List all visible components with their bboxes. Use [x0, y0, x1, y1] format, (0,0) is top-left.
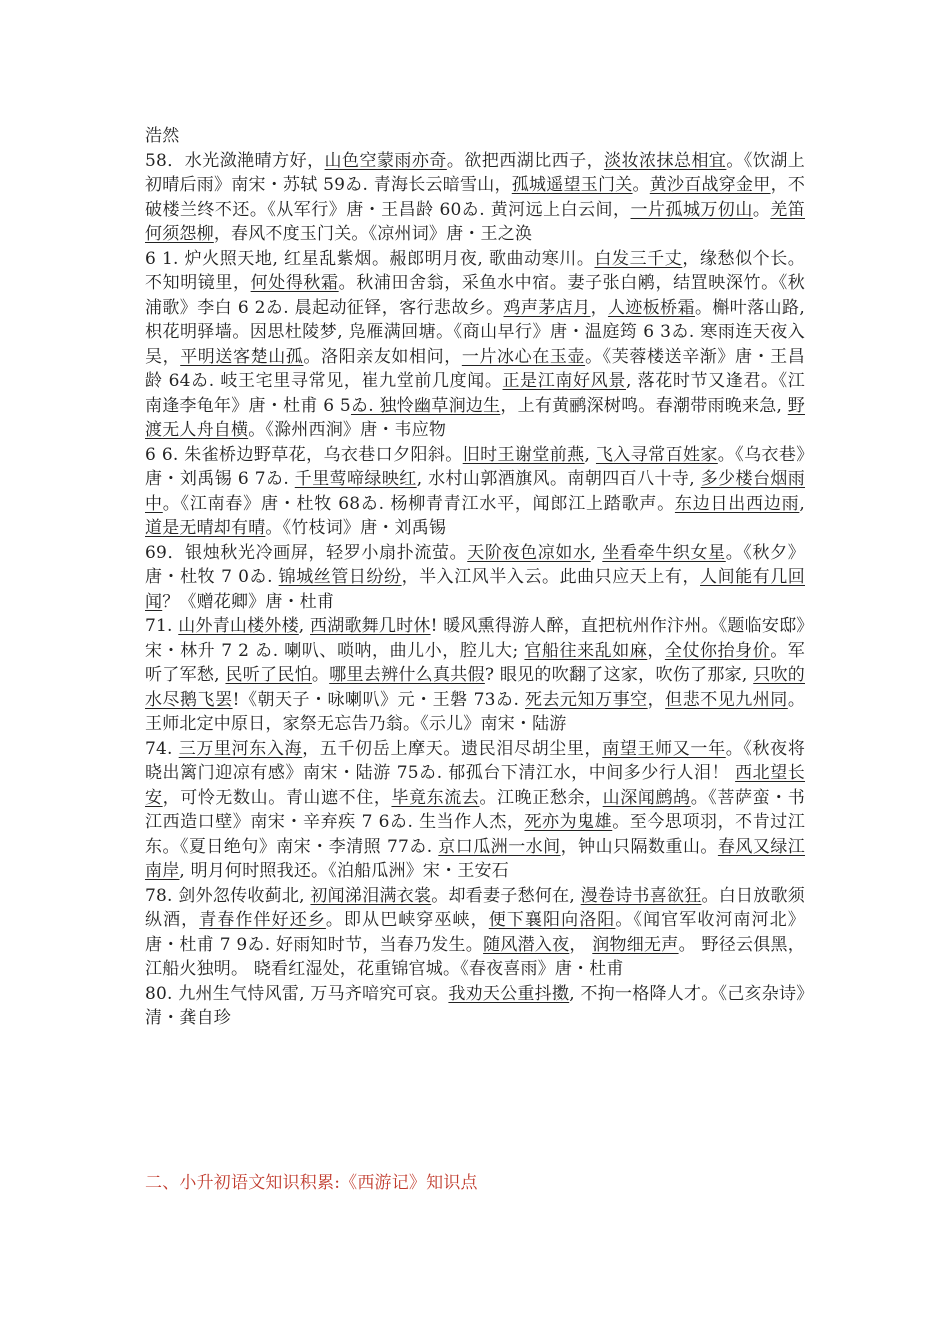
underlined-verse: 死亦为鬼雄: [524, 812, 613, 832]
text-run: 。江晚正愁余，: [479, 787, 603, 808]
text-run: 。王师北定中原日，家祭无忘告乃翁。《示儿》南宋・陆游: [145, 689, 806, 734]
underlined-verse: 官船往来乱如麻: [524, 640, 648, 661]
text-run: 。《饮湖上初晴后雨》南宋・苏轼 59ゐ. 青海长云暗雪山，: [145, 150, 806, 195]
poem-paragraph: [145, 541, 805, 615]
text-run: 。白日放歌须纵酒，: [145, 885, 805, 930]
text-run: ，五千仞岳上摩天。遗民泪尽胡尘里，: [302, 738, 603, 759]
underlined-verse: 淡妆浓抹总相宜: [604, 150, 727, 171]
text-run: 。即从巴峡穿巫峡，: [325, 910, 489, 930]
underlined-verse: 初闻涕泪满衣裳: [310, 885, 432, 906]
underlined-verse: 旧时王谢堂前燕: [462, 444, 585, 465]
poem-list: [145, 124, 805, 1031]
text-run: 6 6. 朱雀桥边野草花，乌衣巷口夕阳斜。: [145, 444, 463, 465]
underlined-verse: 全仗你抬身价: [664, 640, 771, 661]
text-run: 。: [632, 175, 650, 195]
text-run: 。《芙蓉楼送辛渐》唐・王昌龄 64ゐ. 岐王宅里寻常见，崔九堂前几度闻。: [145, 346, 805, 391]
underlined-verse: 孤城遥望玉门关: [511, 175, 633, 195]
underlined-verse: 润物细无声: [592, 934, 679, 955]
underlined-verse: 随风潜入夜: [483, 934, 570, 955]
underlined-verse: 一片孤城万仞山: [630, 199, 753, 220]
section-heading: 二、小升初语文知识积累:《西游记》知识点: [145, 1173, 478, 1193]
underlined-verse: 哪里去辨什么真共假: [329, 665, 485, 685]
underlined-verse: 道是无晴却有晴: [145, 518, 266, 538]
underlined-verse: 三万里河东入海: [178, 738, 303, 759]
underlined-verse: 野渡无人舟自横: [145, 395, 805, 440]
text-run: 58．水光潋滟晴方好，: [145, 150, 325, 171]
text-run: ,: [799, 493, 805, 514]
text-run: ，: [647, 640, 665, 661]
poem-paragraph: [145, 149, 805, 247]
underlined-verse: ゐ. 独怜幽草涧边生: [350, 395, 501, 416]
poem-paragraph: [145, 247, 805, 443]
text-run: 。洛阳亲友如相问，: [303, 346, 462, 367]
text-run: 。《滁州西涧》唐・韦应物: [248, 420, 447, 440]
poem-paragraph: [145, 124, 805, 149]
underlined-verse: 何处得秋霜: [250, 273, 339, 293]
underlined-verse: 一片冰心在玉壶: [461, 346, 586, 367]
text-run: 。军听了军愁,: [145, 640, 806, 685]
text-run: ，: [647, 689, 666, 710]
text-run: 。《竹枝词》唐・刘禹锡: [265, 518, 447, 538]
text-run: ，钟山只隔数重山。: [560, 836, 718, 857]
text-run: 。《闻官军收河南河北》唐・杜甫 7 9ゐ. 好雨知时节，当春乃发生。: [145, 910, 805, 955]
text-run: ，不破楼兰终不还。《从军行》唐・王昌龄 60ゐ. 黄河远上白云间，: [145, 175, 806, 220]
underlined-verse: 千里莺啼绿映红: [294, 469, 417, 489]
text-run: ，春风不度玉门关。《凉州词》唐・王之涣: [213, 224, 533, 244]
text-run: , 水村山郭酒旗风。南朝四百八十寺,: [416, 469, 701, 489]
poem-paragraph: [145, 884, 805, 982]
underlined-verse: 西北望长安: [145, 763, 805, 808]
underlined-verse: 正是江南好风景: [502, 371, 626, 391]
underlined-verse: 死去元知万事空: [525, 689, 648, 710]
poem-paragraph: [145, 737, 805, 884]
underlined-verse: 人间能有几回闻: [145, 567, 805, 612]
underlined-verse: 便下襄阳向洛阳: [488, 910, 616, 930]
text-run: 。却看妻子愁何在,: [431, 885, 581, 906]
text-run: ，: [569, 934, 593, 955]
text-run: , 落花时节又逢君。《江南逢李龟年》唐・杜甫 6 5: [145, 371, 805, 416]
text-run: 69．银烛秋光冷画屏，轻罗小扇扑流萤。: [145, 542, 468, 563]
text-run: 浩然: [145, 126, 180, 146]
text-run: 。《菩萨蛮・书江西造口壁》南宋・辛弃疾 7 6ゐ. 生当作人杰，: [145, 787, 805, 832]
text-run: ,: [590, 542, 603, 563]
text-run: 。: [311, 665, 330, 685]
text-run: ! 暖风熏得游人醉，直把杭州作汴州。《题临安邸》宋・林升 7 2 ゐ. 喇叭、唢呐，曲儿小，腔儿大;: [145, 616, 805, 661]
text-run: ，半入江风半入云。此曲只应天上有，: [401, 567, 701, 587]
text-run: 6 1. 炉火照天地, 红星乱紫烟。赧郎明月夜, 歌曲动寒川。: [145, 248, 595, 269]
text-run: ，可怜无数山。青山遮不住，: [162, 787, 392, 808]
text-run: 80. 九州生气恃风雷, 万马齐喑究可哀。: [145, 983, 449, 1004]
underlined-verse: 东边日出西边雨: [674, 493, 800, 514]
text-run: 。《秋夜将晓出篱门迎凉有感》南宋・陆游 75ゐ. 郁孤台下清江水，中间多少行人泪！: [145, 738, 806, 783]
underlined-verse: 山色空蒙雨亦奇: [324, 150, 447, 171]
text-run: , 明月何时照我还。《泊船瓜洲》宋・王安石: [179, 861, 509, 881]
underlined-verse: 毕竟东流去: [391, 787, 480, 808]
underlined-verse: 南望王师又一年: [602, 738, 726, 759]
underlined-verse: 春风又绿江南岸: [145, 836, 806, 881]
underlined-verse: 羌笛何须怨柳: [145, 199, 806, 244]
text-run: 。《秋夕》唐・杜牧 7 0ゐ.: [145, 542, 805, 587]
underlined-verse: 白发三千丈: [594, 248, 683, 269]
text-run: ，: [590, 297, 608, 318]
underlined-verse: 平明送客楚山孤: [180, 346, 304, 367]
text-run: 。 野径云俱黑，江船火独明。 晓看红湿处，花重锦官城。《春夜喜雨》唐・杜甫: [145, 934, 805, 979]
text-run: 71.: [145, 616, 179, 636]
text-run: 。槲叶落山路, 枳花明驿墙。因思杜陵梦, 凫雁满回塘。《商山早行》唐・温庭筠 6 3ゐ. 寒雨连天夜入吴，: [145, 297, 806, 367]
underlined-verse: 山深闻鹧鸪: [602, 787, 691, 808]
underlined-verse: 鸡声茅店月: [503, 297, 591, 318]
text-run: 。《乌衣巷》唐・刘禹锡 6 7ゐ.: [145, 444, 805, 489]
text-run: ,: [298, 616, 311, 636]
underlined-verse: 黄沙百战穿金甲: [649, 175, 771, 195]
underlined-verse: 锦城丝管日纷纷: [278, 567, 402, 587]
underlined-verse: 青春作伴好还乡: [199, 910, 326, 930]
poem-paragraph: [145, 982, 805, 1031]
text-run: , 不拘一格降人才。《己亥杂诗》清・龚自珍: [145, 983, 805, 1028]
text-run: ? 眼见的吹翻了这家，吹伤了那家,: [484, 665, 754, 685]
underlined-verse: 人迹板桥霜: [607, 297, 695, 318]
text-run: ？《赠花卿》唐・杜甫: [162, 591, 335, 612]
text-run: 。至今思项羽，不肯过江东。《夏日绝句》南宋・李清照 77ゐ.: [145, 812, 806, 857]
text-run: 。: [752, 199, 771, 220]
text-run: ，缘愁似个长。不知明镜里，: [145, 248, 806, 293]
text-run: ,: [584, 444, 596, 465]
underlined-verse: 京口瓜洲一水间: [438, 836, 561, 857]
underlined-verse: 天阶夜色凉如水: [467, 542, 591, 563]
text-run: 。《江南春》唐・杜牧 68ゐ. 杨柳青青江水平，闻郎江上踏歌声。: [162, 493, 675, 514]
underlined-verse: 山外青山楼外楼: [178, 616, 299, 636]
underlined-verse: 漫卷诗书喜欲狂: [580, 885, 702, 906]
underlined-verse: 只吹的水尽鹅飞罢: [145, 665, 805, 710]
text-run: !《朝天子・咏喇叭》元・王磐 73ゐ.: [232, 689, 525, 710]
poem-paragraph: [145, 614, 805, 737]
underlined-verse: 但悲不见九州同: [665, 689, 788, 710]
text-run: 74.: [145, 738, 179, 759]
underlined-verse: 坐看牵牛织女星: [602, 542, 726, 563]
poem-paragraph: [145, 443, 805, 541]
text-run: 。秋浦田舍翁，采鱼水中宿。妻子张白鹇，结罝映深竹。《秋浦歌》李白 6 2ゐ. 晨起动征铎，客行悲故乡。: [145, 273, 806, 318]
underlined-verse: 我劝天公重抖擞: [448, 983, 570, 1004]
underlined-verse: 民听了民怕: [225, 665, 312, 685]
text-run: ，上有黄鹂深树鸣。春潮带雨晚来急,: [500, 395, 788, 416]
text-run: 78. 剑外忽传收蓟北,: [145, 885, 311, 906]
underlined-verse: 多少楼台烟雨中: [145, 469, 805, 514]
text-run: 。欲把西湖比西子，: [446, 150, 605, 171]
underlined-verse: 飞入寻常百姓家: [595, 444, 718, 465]
underlined-verse: 西湖歌舞几时休: [310, 616, 431, 636]
